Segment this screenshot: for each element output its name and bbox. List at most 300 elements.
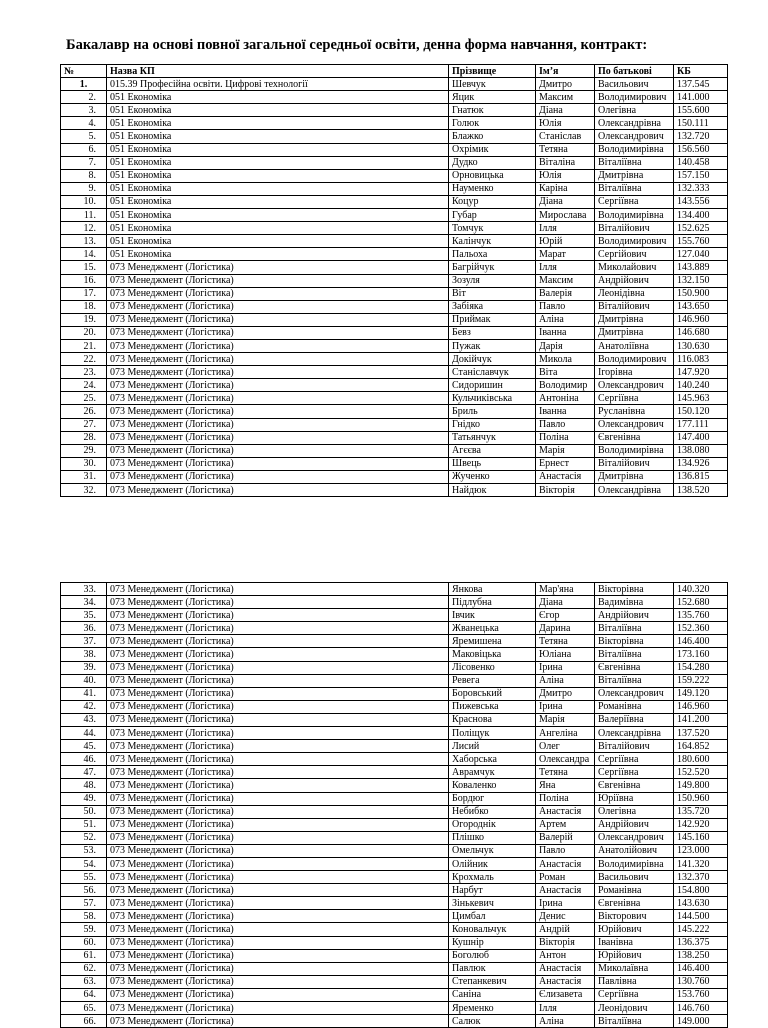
patronymic: Володимирович <box>595 235 674 248</box>
table-row <box>61 169 728 182</box>
competitive-score: 156.560 <box>674 143 728 156</box>
competitive-score: 145.222 <box>674 923 728 936</box>
table-row <box>61 117 728 130</box>
program-name: 073 Менеджмент (Логістика) <box>107 805 449 818</box>
program-name: 073 Менеджмент (Логістика) <box>107 923 449 936</box>
first-name: Іванна <box>536 326 595 339</box>
first-name: Вікторія <box>536 936 595 949</box>
surname: Пужак <box>449 339 536 352</box>
first-name: Віталіна <box>536 156 595 169</box>
surname: Коновальчук <box>449 923 536 936</box>
competitive-score: 143.556 <box>674 195 728 208</box>
program-name: 073 Менеджмент (Логістика) <box>107 753 449 766</box>
row-number: 6. <box>61 143 107 156</box>
program-name: 073 Менеджмент (Логістика) <box>107 609 449 622</box>
patronymic: Ігорівна <box>595 366 674 379</box>
row-number: 51. <box>61 818 107 831</box>
surname: Гнідко <box>449 418 536 431</box>
program-name: 073 Менеджмент (Логістика) <box>107 596 449 609</box>
header-number: № <box>61 65 107 78</box>
patronymic: Олександрович <box>595 831 674 844</box>
program-name: 073 Менеджмент (Логістика) <box>107 648 449 661</box>
first-name: Мирослава <box>536 209 595 222</box>
program-name: 073 Менеджмент (Логістика) <box>107 687 449 700</box>
surname: Зінькевич <box>449 897 536 910</box>
table-row <box>61 740 728 753</box>
row-number: 19. <box>61 313 107 326</box>
competitive-score: 127.040 <box>674 248 728 261</box>
program-name: 073 Менеджмент (Логістика) <box>107 300 449 313</box>
patronymic: Миколайович <box>595 261 674 274</box>
surname: Найдюк <box>449 484 536 497</box>
row-number: 65. <box>61 1002 107 1015</box>
surname: Багрійчук <box>449 261 536 274</box>
row-number: 59. <box>61 923 107 936</box>
surname: Калінчук <box>449 235 536 248</box>
competitive-score: 140.458 <box>674 156 728 169</box>
first-name: Андрій <box>536 923 595 936</box>
surname: Омельчук <box>449 844 536 857</box>
patronymic: Іванівна <box>595 936 674 949</box>
table-row <box>61 78 728 91</box>
surname: Станіславчук <box>449 366 536 379</box>
program-name: 073 Менеджмент (Логістика) <box>107 949 449 962</box>
program-name: 051 Економіка <box>107 182 449 195</box>
first-name: Антон <box>536 949 595 962</box>
competitive-score: 143.889 <box>674 261 728 274</box>
patronymic: Дмитрівна <box>595 313 674 326</box>
competitive-score: 144.500 <box>674 910 728 923</box>
competitive-score: 140.320 <box>674 583 728 596</box>
competitive-score: 149.800 <box>674 779 728 792</box>
surname: Плішко <box>449 831 536 844</box>
program-name: 073 Менеджмент (Логістика) <box>107 857 449 870</box>
patronymic: Віталійович <box>595 457 674 470</box>
row-number: 53. <box>61 844 107 857</box>
program-name: 073 Менеджмент (Логістика) <box>107 661 449 674</box>
program-name: 073 Менеджмент (Логістика) <box>107 988 449 1001</box>
competitive-score: 147.400 <box>674 431 728 444</box>
competitive-score: 135.720 <box>674 805 728 818</box>
program-name: 073 Менеджмент (Логістика) <box>107 1002 449 1015</box>
surname: Губар <box>449 209 536 222</box>
program-name: 051 Економіка <box>107 130 449 143</box>
first-name: Анастасія <box>536 884 595 897</box>
patronymic: Романівна <box>595 884 674 897</box>
surname: Пальоха <box>449 248 536 261</box>
table-row <box>61 444 728 457</box>
surname: Коцур <box>449 195 536 208</box>
row-number: 11. <box>61 209 107 222</box>
table-row <box>61 182 728 195</box>
first-name: Ангеліна <box>536 727 595 740</box>
patronymic: Євгенівна <box>595 897 674 910</box>
table-row <box>61 884 728 897</box>
competitive-score: 134.400 <box>674 209 728 222</box>
table-row <box>61 713 728 726</box>
program-name: 073 Менеджмент (Логістика) <box>107 779 449 792</box>
row-number: 50. <box>61 805 107 818</box>
surname: Пижевська <box>449 700 536 713</box>
surname: Татьянчук <box>449 431 536 444</box>
patronymic: Віталіївна <box>595 622 674 635</box>
patronymic: Володимирович <box>595 353 674 366</box>
header-program: Назва КП <box>107 65 449 78</box>
competitive-score: 137.520 <box>674 727 728 740</box>
program-name: 051 Економіка <box>107 248 449 261</box>
surname: Зозуля <box>449 274 536 287</box>
table-row <box>61 431 728 444</box>
surname: Саніна <box>449 988 536 1001</box>
surname: Небибко <box>449 805 536 818</box>
table-row <box>61 457 728 470</box>
surname: Бриль <box>449 405 536 418</box>
row-number: 42. <box>61 700 107 713</box>
program-name: 073 Менеджмент (Логістика) <box>107 583 449 596</box>
row-number: 7. <box>61 156 107 169</box>
table-row <box>61 353 728 366</box>
competitive-score: 155.600 <box>674 104 728 117</box>
row-number: 15. <box>61 261 107 274</box>
row-number: 23. <box>61 366 107 379</box>
row-number: 63. <box>61 975 107 988</box>
first-name: Тетяна <box>536 635 595 648</box>
table-row <box>61 753 728 766</box>
patronymic: Вікторівна <box>595 583 674 596</box>
row-number: 21. <box>61 339 107 352</box>
first-name: Тетяна <box>536 143 595 156</box>
patronymic: Євгенівна <box>595 661 674 674</box>
row-number: 37. <box>61 635 107 648</box>
table-row <box>61 195 728 208</box>
patronymic: Леонідович <box>595 1002 674 1015</box>
table-row <box>61 596 728 609</box>
first-name: Тетяна <box>536 766 595 779</box>
competitive-score: 130.760 <box>674 975 728 988</box>
table-row <box>61 287 728 300</box>
table-row <box>61 727 728 740</box>
patronymic: Віталіївна <box>595 156 674 169</box>
program-name: 073 Менеджмент (Логістика) <box>107 457 449 470</box>
competitive-score: 150.120 <box>674 405 728 418</box>
table-row <box>61 339 728 352</box>
first-name: Володимир <box>536 379 595 392</box>
surname: Нарбут <box>449 884 536 897</box>
program-name: 073 Менеджмент (Логістика) <box>107 975 449 988</box>
patronymic: Леонідівна <box>595 287 674 300</box>
patronymic: Євгенівна <box>595 431 674 444</box>
patronymic: Сергіївна <box>595 195 674 208</box>
patronymic: Андрійович <box>595 609 674 622</box>
surname: Дудко <box>449 156 536 169</box>
competitive-score: 140.240 <box>674 379 728 392</box>
row-number: 20. <box>61 326 107 339</box>
row-number: 18. <box>61 300 107 313</box>
table-row <box>61 949 728 962</box>
first-name: Діана <box>536 596 595 609</box>
program-name: 073 Менеджмент (Логістика) <box>107 936 449 949</box>
surname: Лісовенко <box>449 661 536 674</box>
table-row <box>61 300 728 313</box>
first-name: Денис <box>536 910 595 923</box>
table-row <box>61 156 728 169</box>
competitive-score: 157.150 <box>674 169 728 182</box>
table-row <box>61 871 728 884</box>
first-name: Дмитро <box>536 78 595 91</box>
patronymic: Сергійович <box>595 248 674 261</box>
program-name: 073 Менеджмент (Логістика) <box>107 339 449 352</box>
table-row <box>61 1002 728 1015</box>
row-number: 39. <box>61 661 107 674</box>
program-name: 073 Менеджмент (Логістика) <box>107 379 449 392</box>
surname: Аврамчук <box>449 766 536 779</box>
row-number: 48. <box>61 779 107 792</box>
competitive-score: 155.760 <box>674 235 728 248</box>
table-row <box>61 366 728 379</box>
first-name: Ернест <box>536 457 595 470</box>
patronymic: Євгенівна <box>595 779 674 792</box>
table-row <box>61 831 728 844</box>
surname: Янкова <box>449 583 536 596</box>
surname: Віт <box>449 287 536 300</box>
table-row <box>61 143 728 156</box>
patronymic: Валеріївна <box>595 713 674 726</box>
patronymic: Дмитрівна <box>595 470 674 483</box>
patronymic: Віталіївна <box>595 648 674 661</box>
competitive-score: 134.926 <box>674 457 728 470</box>
first-name: Каріна <box>536 182 595 195</box>
header-patronymic: По батькові <box>595 65 674 78</box>
patronymic: Сергіївна <box>595 766 674 779</box>
row-number: 40. <box>61 674 107 687</box>
first-name: Дарина <box>536 622 595 635</box>
competitive-score: 116.083 <box>674 353 728 366</box>
row-number: 41. <box>61 687 107 700</box>
document-title: Бакалавр на основі повної загальної середньої освіти, денна форма навчання, контракт: <box>66 37 648 53</box>
first-name: Діана <box>536 195 595 208</box>
program-name: 073 Менеджмент (Логістика) <box>107 405 449 418</box>
competitive-score: 154.280 <box>674 661 728 674</box>
competitive-score: 159.222 <box>674 674 728 687</box>
row-number: 47. <box>61 766 107 779</box>
patronymic: Романівна <box>595 700 674 713</box>
table-row <box>61 661 728 674</box>
surname: Науменко <box>449 182 536 195</box>
program-name: 073 Менеджмент (Логістика) <box>107 844 449 857</box>
surname: Ревега <box>449 674 536 687</box>
competitive-score: 146.400 <box>674 635 728 648</box>
table-row <box>61 104 728 117</box>
row-number: 46. <box>61 753 107 766</box>
competitive-score: 137.545 <box>674 78 728 91</box>
first-name: Анастасія <box>536 857 595 870</box>
row-number: 34. <box>61 596 107 609</box>
first-name: Поліна <box>536 792 595 805</box>
surname: Коваленко <box>449 779 536 792</box>
row-number: 33. <box>61 583 107 596</box>
row-number: 61. <box>61 949 107 962</box>
surname: Павлюк <box>449 962 536 975</box>
first-name: Анастасія <box>536 470 595 483</box>
table-row <box>61 91 728 104</box>
first-name: Аліна <box>536 1015 595 1028</box>
surname: Олійник <box>449 857 536 870</box>
first-name: Ірина <box>536 700 595 713</box>
row-number: 16. <box>61 274 107 287</box>
surname: Яцик <box>449 91 536 104</box>
program-name: 051 Економіка <box>107 195 449 208</box>
row-number: 8. <box>61 169 107 182</box>
program-name: 073 Менеджмент (Логістика) <box>107 431 449 444</box>
row-number: 1. <box>61 78 107 91</box>
first-name: Єгор <box>536 609 595 622</box>
row-number: 57. <box>61 897 107 910</box>
table-row <box>61 792 728 805</box>
row-number: 4. <box>61 117 107 130</box>
first-name: Ілля <box>536 261 595 274</box>
table-row <box>61 988 728 1001</box>
competitive-score: 164.852 <box>674 740 728 753</box>
patronymic: Володимирівна <box>595 209 674 222</box>
patronymic: Віталіївна <box>595 182 674 195</box>
first-name: Анастасія <box>536 975 595 988</box>
patronymic: Олександрович <box>595 687 674 700</box>
row-number: 3. <box>61 104 107 117</box>
row-number: 10. <box>61 195 107 208</box>
table-row <box>61 405 728 418</box>
competitive-score: 141.320 <box>674 857 728 870</box>
row-number: 66. <box>61 1015 107 1028</box>
surname: Приймак <box>449 313 536 326</box>
program-name: 073 Менеджмент (Логістика) <box>107 713 449 726</box>
program-name: 073 Менеджмент (Логістика) <box>107 884 449 897</box>
surname: Салюк <box>449 1015 536 1028</box>
patronymic: Юрійович <box>595 923 674 936</box>
table-row <box>61 687 728 700</box>
competitive-score: 146.680 <box>674 326 728 339</box>
competitive-score: 143.630 <box>674 897 728 910</box>
patronymic: Юрійович <box>595 949 674 962</box>
competitive-score: 147.920 <box>674 366 728 379</box>
program-name: 073 Менеджмент (Логістика) <box>107 287 449 300</box>
first-name: Аліна <box>536 674 595 687</box>
table-row <box>61 379 728 392</box>
patronymic: Олександрівна <box>595 117 674 130</box>
program-name: 073 Менеджмент (Логістика) <box>107 484 449 497</box>
program-name: 073 Менеджмент (Логістика) <box>107 392 449 405</box>
patronymic: Андрійович <box>595 274 674 287</box>
first-name: Віта <box>536 366 595 379</box>
first-name: Діана <box>536 104 595 117</box>
surname: Жученко <box>449 470 536 483</box>
table-row <box>61 936 728 949</box>
row-number: 43. <box>61 713 107 726</box>
table-row <box>61 326 728 339</box>
patronymic: Миколаївна <box>595 962 674 975</box>
patronymic: Сергіївна <box>595 753 674 766</box>
patronymic: Васильович <box>595 871 674 884</box>
program-name: 073 Менеджмент (Логістика) <box>107 326 449 339</box>
competitive-score: 180.600 <box>674 753 728 766</box>
row-number: 44. <box>61 727 107 740</box>
surname: Голюк <box>449 117 536 130</box>
patronymic: Андрійович <box>595 818 674 831</box>
row-number: 54. <box>61 857 107 870</box>
first-name: Станіслав <box>536 130 595 143</box>
surname: Крохмаль <box>449 871 536 884</box>
header-first-name: Ім’я <box>536 65 595 78</box>
table-row <box>61 235 728 248</box>
program-name: 073 Менеджмент (Логістика) <box>107 635 449 648</box>
patronymic: Вікторівна <box>595 635 674 648</box>
patronymic: Дмитрівна <box>595 169 674 182</box>
surname: Охрімик <box>449 143 536 156</box>
program-name: 073 Менеджмент (Логістика) <box>107 1015 449 1028</box>
table-row <box>61 635 728 648</box>
first-name: Артем <box>536 818 595 831</box>
competitive-score: 152.360 <box>674 622 728 635</box>
row-number: 5. <box>61 130 107 143</box>
competitive-score: 141.200 <box>674 713 728 726</box>
patronymic: Павлівна <box>595 975 674 988</box>
admission-table-part-2 <box>60 582 728 1028</box>
first-name: Олександра <box>536 753 595 766</box>
first-name: Яна <box>536 779 595 792</box>
first-name: Юліана <box>536 648 595 661</box>
surname: Огороднік <box>449 818 536 831</box>
row-number: 26. <box>61 405 107 418</box>
table-row <box>61 923 728 936</box>
first-name: Іванна <box>536 405 595 418</box>
table-row <box>61 975 728 988</box>
program-name: 073 Менеджмент (Логістика) <box>107 831 449 844</box>
first-name: Юрій <box>536 235 595 248</box>
first-name: Валерія <box>536 287 595 300</box>
patronymic: Віталіївна <box>595 1015 674 1028</box>
table-row <box>61 622 728 635</box>
patronymic: Дмитрівна <box>595 326 674 339</box>
first-name: Поліна <box>536 431 595 444</box>
table-row <box>61 583 728 596</box>
patronymic: Віталійович <box>595 740 674 753</box>
program-name: 051 Економіка <box>107 91 449 104</box>
first-name: Ілля <box>536 1002 595 1015</box>
program-name: 073 Менеджмент (Логістика) <box>107 700 449 713</box>
surname: Орновицька <box>449 169 536 182</box>
row-number: 52. <box>61 831 107 844</box>
patronymic: Васильович <box>595 78 674 91</box>
patronymic: Володимирівна <box>595 857 674 870</box>
competitive-score: 138.250 <box>674 949 728 962</box>
patronymic: Віталійович <box>595 222 674 235</box>
program-name: 051 Економіка <box>107 169 449 182</box>
surname: Лисий <box>449 740 536 753</box>
surname: Боголюб <box>449 949 536 962</box>
row-number: 17. <box>61 287 107 300</box>
surname: Забіяка <box>449 300 536 313</box>
competitive-score: 132.370 <box>674 871 728 884</box>
surname: Кушнір <box>449 936 536 949</box>
row-number: 55. <box>61 871 107 884</box>
first-name: Павло <box>536 418 595 431</box>
surname: Хаборська <box>449 753 536 766</box>
row-number: 9. <box>61 182 107 195</box>
table-header-row <box>61 65 728 78</box>
surname: Швець <box>449 457 536 470</box>
patronymic: Олександрович <box>595 379 674 392</box>
first-name: Ірина <box>536 661 595 674</box>
patronymic: Сергіївна <box>595 392 674 405</box>
